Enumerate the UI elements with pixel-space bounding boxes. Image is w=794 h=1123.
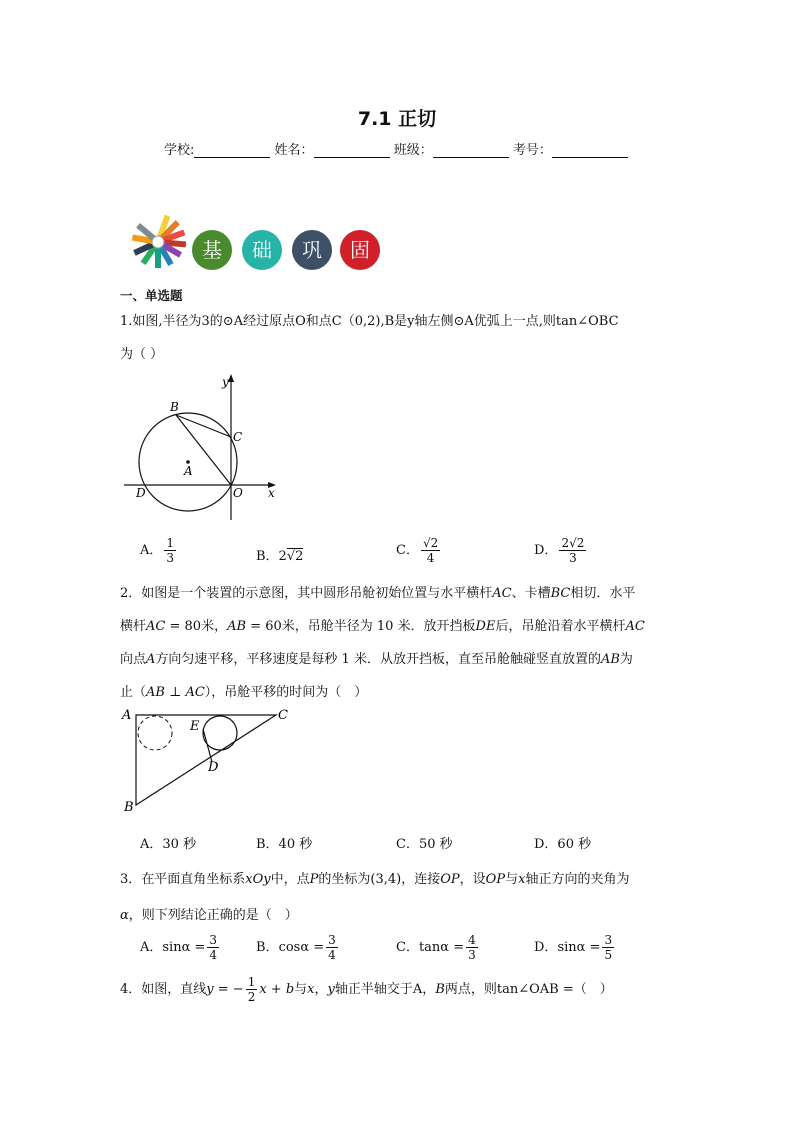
q2-label-B: B — [124, 800, 134, 815]
badge-ji: 基 — [192, 230, 232, 270]
q2-line-3: 向点A方向匀速平移，平移速度是每秒 1 米．从放开挡板，直至吊舱触碰竖直放置的AB为 — [120, 652, 633, 667]
page-title: 7.1 正切 — [357, 108, 437, 130]
school-blank — [194, 143, 270, 158]
badge-gu: 固 — [340, 230, 380, 270]
q2-line-2: 横杆AC = 80米，AB = 60米，吊舱半径为 10 米．放开挡板DE后，吊舱沿着水平横杆AC — [120, 619, 645, 634]
q1-option-b[interactable]: B．2√2 — [256, 549, 304, 564]
q1-label-A: A — [184, 464, 193, 478]
badge-chu: 础 — [242, 230, 282, 270]
q1-label-O: O — [233, 486, 243, 500]
name-label: 姓名： — [274, 143, 314, 158]
q2-option-d[interactable]: D．60 秒 — [534, 837, 592, 852]
q2-option-a[interactable]: A．30 秒 — [140, 837, 197, 852]
q1-line-2: 为（ ） — [120, 347, 164, 362]
q2-line-4: 止（AB ⊥ AC），吊舱平移的时间为（ ） — [120, 685, 368, 700]
q2-label-A: A — [122, 708, 132, 723]
class-label: 班级： — [393, 143, 433, 158]
q2-option-c[interactable]: C．50 秒 — [396, 837, 453, 852]
q1-option-c[interactable]: C． $\frac{√2}{4}$ — [396, 536, 439, 565]
q1-figure — [118, 370, 288, 525]
q2-label-C: C — [278, 708, 288, 723]
q3-option-d[interactable]: D．sinα = $\frac{3}{5}$ — [534, 933, 613, 962]
question-3-text — [120, 862, 680, 934]
school-label: 学校: — [164, 143, 195, 158]
q2-label-D: D — [208, 760, 219, 775]
q3-option-a[interactable]: A．sinα = $\frac{3}{4}$ — [140, 933, 218, 962]
name-blank — [314, 143, 390, 158]
q2-option-b[interactable]: B．40 秒 — [256, 837, 313, 852]
q1-label-y: y — [222, 375, 229, 389]
question-4-text: 4．如图，直线y = − $\frac{1}{2}$ x + b与x，y轴正半轴交于A，B两点，则tan∠OAB =（ ） — [120, 975, 613, 1004]
q3-line-2: α，则下列结论正确的是（ ） — [120, 908, 298, 923]
q3-option-b[interactable]: B．cosα = $\frac{3}{4}$ — [256, 933, 336, 962]
color-pencils-icon — [130, 210, 190, 272]
q2-line-1: 2．如图是一个装置的示意图，其中圆形吊舱初始位置与水平横杆AC、卡槽BC相切．水平 — [120, 586, 636, 601]
question-1-text — [120, 305, 680, 371]
class-blank — [433, 143, 509, 158]
id-blank — [552, 143, 628, 158]
q1-line-1: 1.如图,半径为3的⊙A经过原点O和点C（0,2),B是y轴左侧⊙A优弧上一点,则tan∠OBC — [120, 314, 619, 329]
q1-label-D: D — [136, 486, 146, 500]
q3-option-c[interactable]: C．tanα = $\frac{4}{3}$ — [396, 933, 476, 962]
q1-label-x: x — [268, 486, 275, 500]
student-info-row — [164, 139, 628, 158]
q3-line-1: 3．在平面直角坐标系xOy中，点P的坐标为(3,4)，连接OP，设OP与x轴正方向的夹角为 — [120, 872, 630, 887]
section-title: 一、单选题 — [120, 288, 183, 303]
q1-option-d[interactable]: D． $\frac{2√2}{3}$ — [534, 536, 585, 565]
q1-label-C: C — [233, 430, 243, 444]
q1-label-B: B — [170, 400, 179, 414]
id-label: 考号： — [512, 143, 552, 158]
badge-gong: 巩 — [292, 230, 332, 270]
q2-figure — [118, 705, 298, 815]
q1-option-a[interactable]: A． $\frac{1}{3}$ — [140, 536, 175, 565]
question-2-text — [120, 577, 680, 709]
q2-label-E: E — [190, 719, 200, 734]
